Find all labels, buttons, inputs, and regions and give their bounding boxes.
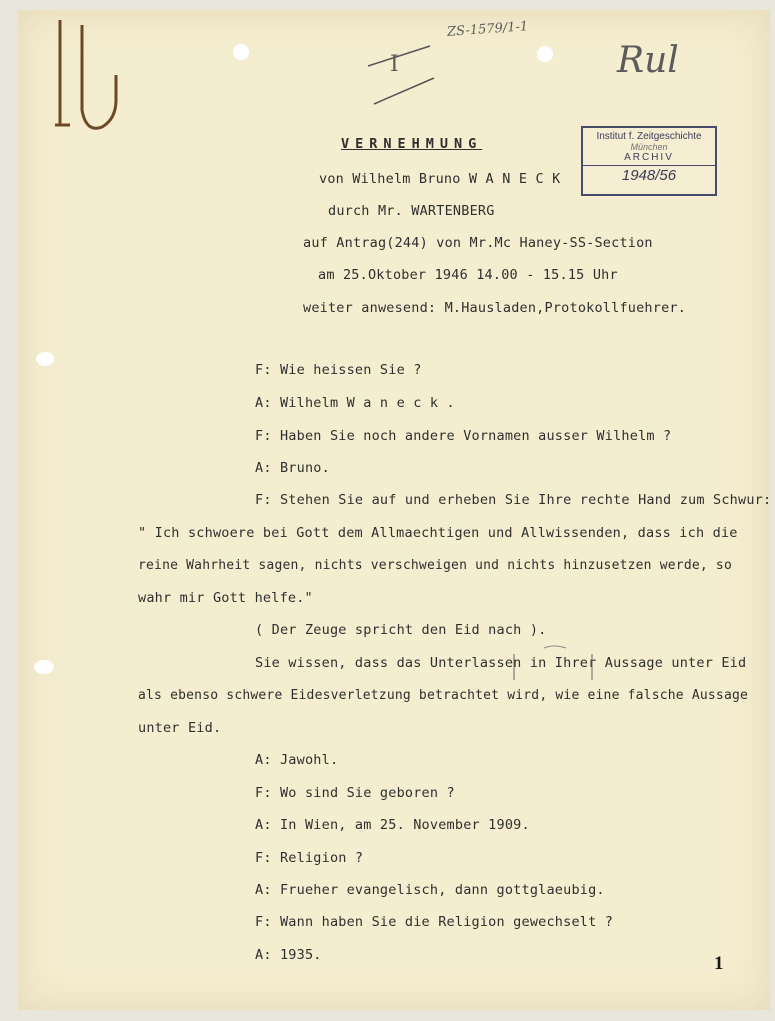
punch-hole xyxy=(233,44,249,60)
transcript-line: F: Wo sind Sie geboren ? xyxy=(255,785,455,801)
binder-mark-icon xyxy=(50,15,130,130)
transcript-line: reine Wahrheit sagen, nichts verschweigen und nichts hinzusetzen werde, so xyxy=(138,558,732,573)
document-title: VERNEHMUNG xyxy=(341,136,483,152)
archive-reference: ZS-1579/1-1 xyxy=(446,19,529,40)
transcript-line: als ebenso schwere Eidesverletzung betrachtet wird, wie eine falsche Aussage xyxy=(138,688,749,703)
header-line: am 25.Oktober 1946 14.00 - 15.15 Uhr xyxy=(318,267,618,283)
transcript-line: A: Jawohl. xyxy=(255,752,339,768)
punch-hole xyxy=(36,352,54,366)
transcript-line: wahr mir Gott helfe." xyxy=(138,590,313,606)
header-line: durch Mr. WARTENBERG xyxy=(328,203,495,219)
transcript-line: F: Wie heissen Sie ? xyxy=(255,362,422,378)
transcript-line: F: Religion ? xyxy=(255,850,364,866)
transcript-line: A: Bruno. xyxy=(255,460,330,476)
punch-hole xyxy=(537,46,553,62)
stamp-institute: Institut f. Zeitgeschichte xyxy=(596,131,702,142)
stamp-number: 1948/56 xyxy=(583,165,715,184)
transcript-line: A: Wilhelm W a n e c k . xyxy=(255,395,455,411)
transcript-line: F: Wann haben Sie die Religion gewechselt ? xyxy=(255,914,614,930)
header-line: von Wilhelm Bruno W A N E C K xyxy=(319,171,561,187)
archive-stamp xyxy=(581,126,717,196)
transcript-line: A: Frueher evangelisch, dann gottglaeubig. xyxy=(255,882,605,898)
transcript-line: unter Eid. xyxy=(138,720,222,736)
header-line: weiter anwesend: M.Hausladen,Protokollfuehrer. xyxy=(303,300,687,316)
insert-mark-icon xyxy=(508,640,598,685)
pen-stroke-icon xyxy=(360,38,440,108)
punch-hole xyxy=(34,660,54,674)
transcript-line: Sie wissen, dass das Unterlassen in Ihrer Aussage unter Eid xyxy=(255,655,747,671)
transcript-line: A: In Wien, am 25. November 1909. xyxy=(255,817,530,833)
stamp-archive: ARCHIV xyxy=(624,152,674,163)
stamp-city: München xyxy=(630,142,668,152)
transcript-line: F: Stehen Sie auf und erheben Sie Ihre rechte Hand zum Schwur: xyxy=(255,492,772,508)
transcript-line: A: 1935. xyxy=(255,947,322,963)
initials-annotation: Rul xyxy=(617,40,679,81)
header-line: auf Antrag(244) von Mr.Mc Haney-SS-Section xyxy=(303,235,653,251)
transcript-line: " Ich schwoere bei Gott dem Allmaechtigen und Allwissenden, dass ich die xyxy=(138,525,738,541)
transcript-line: F: Haben Sie noch andere Vornamen ausser Wilhelm ? xyxy=(255,428,672,444)
roman-numeral-annotation: I xyxy=(390,52,399,77)
transcript-line: ( Der Zeuge spricht den Eid nach ). xyxy=(255,622,547,638)
page-number: 1 xyxy=(714,953,724,974)
